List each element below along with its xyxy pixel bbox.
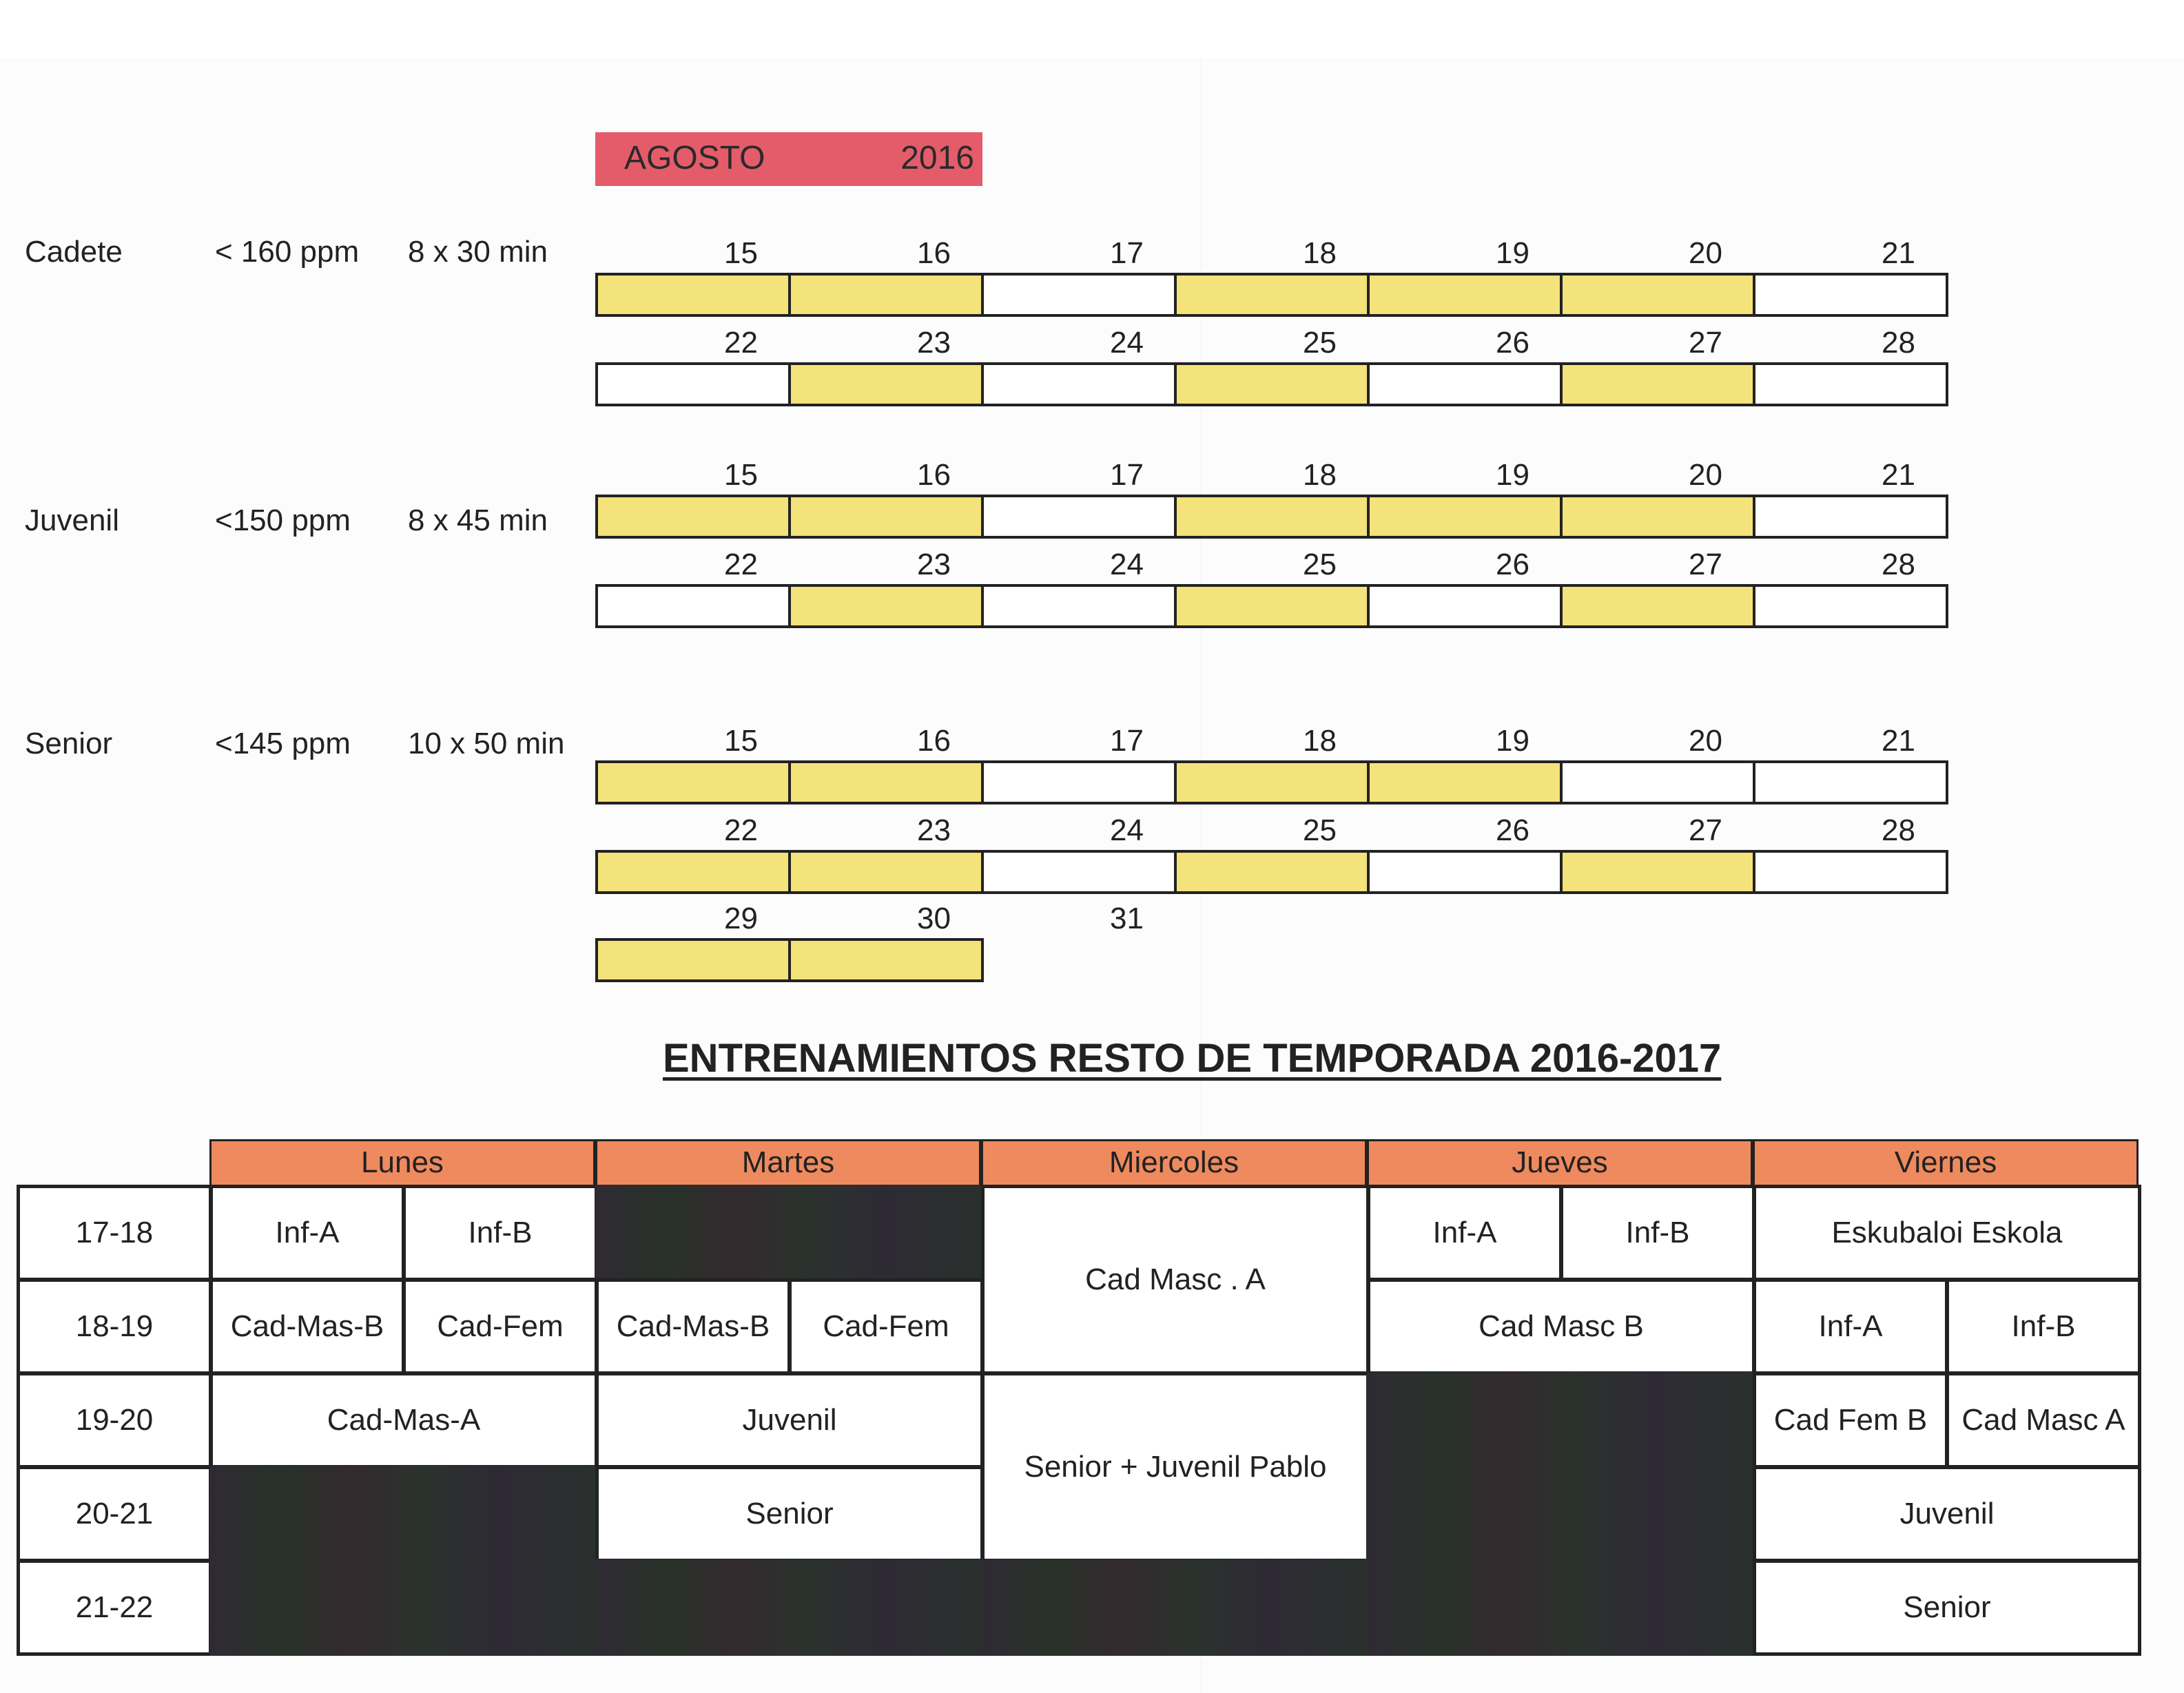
- day-number-senior-21: 21: [1882, 724, 1915, 758]
- day-cell-juvenil-26-rest: [1367, 587, 1560, 625]
- hour-19-20: 19-20: [17, 1372, 212, 1468]
- lunes-18-19-cad-fem: Cad-Fem: [402, 1278, 598, 1375]
- day-number-cadete-18: 18: [1303, 236, 1337, 270]
- day-cell-juvenil-19-training: [1367, 497, 1560, 536]
- month-name: AGOSTO: [624, 140, 765, 176]
- day-header-martes: Martes: [595, 1139, 981, 1185]
- day-number-senior-20: 20: [1689, 724, 1722, 758]
- category-sessions-cadete: 8 x 30 min: [408, 235, 548, 269]
- category-name-juvenil: Juvenil: [25, 503, 119, 537]
- day-number-juvenil-28: 28: [1882, 548, 1915, 581]
- day-cell-cadete-16-training: [788, 276, 981, 314]
- day-number-cadete-23: 23: [917, 326, 951, 360]
- calendar-week-senior-1: [595, 760, 1948, 804]
- day-cell-juvenil-25-training: [1174, 587, 1367, 625]
- day-cell-senior-18-training: [1174, 763, 1367, 802]
- day-cell-cadete-17-rest: [981, 276, 1174, 314]
- day-number-senior-24: 24: [1110, 813, 1144, 847]
- day-cell-juvenil-27-training: [1560, 587, 1753, 625]
- day-number-juvenil-21: 21: [1882, 458, 1915, 492]
- day-cell-juvenil-15-training: [598, 497, 788, 536]
- miercoles-19-21-senior-juvenil: Senior + Juvenil Pablo: [981, 1372, 1370, 1562]
- day-cell-senior-25-training: [1174, 853, 1367, 891]
- day-cell-senior-29-training: [598, 941, 788, 979]
- jueves-17-18-inf-a: Inf-A: [1367, 1185, 1563, 1281]
- day-cell-juvenil-24-rest: [981, 587, 1174, 625]
- category-sessions-senior: 10 x 50 min: [408, 727, 565, 760]
- day-cell-senior-15-training: [598, 763, 788, 802]
- day-number-juvenil-20: 20: [1689, 458, 1722, 492]
- day-cell-senior-27-training: [1560, 853, 1753, 891]
- day-cell-cadete-18-training: [1174, 276, 1367, 314]
- day-number-juvenil-24: 24: [1110, 548, 1144, 581]
- lunes-19-20-cad-mas-a: Cad-Mas-A: [209, 1372, 598, 1468]
- calendar-week-senior-2: [595, 850, 1948, 894]
- day-cell-juvenil-18-training: [1174, 497, 1367, 536]
- category-ppm-juvenil: <150 ppm: [215, 503, 351, 537]
- lunes-17-18-inf-a: Inf-A: [209, 1185, 405, 1281]
- day-number-cadete-27: 27: [1689, 326, 1722, 360]
- day-cell-cadete-25-training: [1174, 365, 1367, 404]
- lunes-20-22-no-training: [209, 1466, 598, 1656]
- month-year: 2016: [900, 140, 974, 176]
- lunes-18-19-cad-mas-b: Cad-Mas-B: [209, 1278, 405, 1375]
- page-top-margin: [0, 0, 2184, 58]
- day-number-senior-28: 28: [1882, 813, 1915, 847]
- category-ppm-senior: <145 ppm: [215, 727, 351, 760]
- day-cell-cadete-28-rest: [1753, 365, 1946, 404]
- day-number-cadete-16: 16: [917, 236, 951, 270]
- day-number-juvenil-16: 16: [917, 458, 951, 492]
- day-number-cadete-21: 21: [1882, 236, 1915, 270]
- category-ppm-cadete: < 160 ppm: [215, 235, 360, 269]
- day-number-cadete-25: 25: [1303, 326, 1337, 360]
- jueves-17-18-inf-b: Inf-B: [1560, 1185, 1755, 1281]
- day-cell-cadete-27-training: [1560, 365, 1753, 404]
- day-cell-senior-17-rest: [981, 763, 1174, 802]
- category-sessions-juvenil: 8 x 45 min: [408, 503, 548, 537]
- day-number-senior-29: 29: [724, 902, 758, 935]
- day-cell-cadete-24-rest: [981, 365, 1174, 404]
- day-cell-senior-22-training: [598, 853, 788, 891]
- day-cell-senior-26-rest: [1367, 853, 1560, 891]
- martes-20-21-senior: Senior: [595, 1466, 984, 1562]
- day-cell-senior-16-training: [788, 763, 981, 802]
- martes-17-18-no-training: [595, 1185, 981, 1281]
- day-cell-senior-30-training: [788, 941, 981, 979]
- day-number-cadete-17: 17: [1110, 236, 1144, 270]
- hour-17-18: 17-18: [17, 1185, 212, 1281]
- day-number-juvenil-15: 15: [724, 458, 758, 492]
- day-header-lunes: Lunes: [209, 1139, 595, 1185]
- jueves-19-22-no-training: [1367, 1372, 1753, 1656]
- day-number-senior-26: 26: [1496, 813, 1529, 847]
- day-cell-juvenil-20-training: [1560, 497, 1753, 536]
- day-number-cadete-26: 26: [1496, 326, 1529, 360]
- viernes-17-18-eskubaloi-eskola: Eskubaloi Eskola: [1753, 1185, 2141, 1281]
- day-number-cadete-24: 24: [1110, 326, 1144, 360]
- month-header: [595, 132, 982, 186]
- day-number-juvenil-25: 25: [1303, 548, 1337, 581]
- day-number-senior-18: 18: [1303, 724, 1337, 758]
- day-header-miercoles: Miercoles: [981, 1139, 1367, 1185]
- day-header-viernes: Viernes: [1753, 1139, 2139, 1185]
- day-number-senior-31: 31: [1110, 902, 1144, 935]
- day-number-senior-23: 23: [917, 813, 951, 847]
- day-number-juvenil-17: 17: [1110, 458, 1144, 492]
- day-number-cadete-20: 20: [1689, 236, 1722, 270]
- calendar-week-juvenil-1: [595, 495, 1948, 539]
- day-cell-cadete-20-training: [1560, 276, 1753, 314]
- hour-18-19: 18-19: [17, 1278, 212, 1375]
- hour-21-22: 21-22: [17, 1559, 212, 1656]
- miercoles-21-22-no-training: [981, 1559, 1367, 1656]
- day-cell-juvenil-16-training: [788, 497, 981, 536]
- day-number-senior-25: 25: [1303, 813, 1337, 847]
- jueves-18-19-cad-masc-b: Cad Masc B: [1367, 1278, 1755, 1375]
- calendar-week-senior-3: [595, 938, 984, 982]
- martes-19-20-juvenil: Juvenil: [595, 1372, 984, 1468]
- day-cell-juvenil-21-rest: [1753, 497, 1946, 536]
- calendar-week-cadete-2: [595, 362, 1948, 406]
- day-cell-juvenil-23-training: [788, 587, 981, 625]
- day-number-senior-19: 19: [1496, 724, 1529, 758]
- day-number-juvenil-26: 26: [1496, 548, 1529, 581]
- day-cell-senior-24-rest: [981, 853, 1174, 891]
- day-number-juvenil-23: 23: [917, 548, 951, 581]
- hour-20-21: 20-21: [17, 1466, 212, 1562]
- day-number-juvenil-27: 27: [1689, 548, 1722, 581]
- day-number-senior-30: 30: [917, 902, 951, 935]
- day-cell-senior-19-training: [1367, 763, 1560, 802]
- lunes-17-18-inf-b: Inf-B: [402, 1185, 598, 1281]
- day-cell-cadete-22-rest: [598, 365, 788, 404]
- day-header-jueves: Jueves: [1367, 1139, 1753, 1185]
- day-cell-juvenil-28-rest: [1753, 587, 1946, 625]
- day-cell-cadete-21-rest: [1753, 276, 1946, 314]
- day-number-cadete-15: 15: [724, 236, 758, 270]
- viernes-18-19-inf-b: Inf-B: [1946, 1278, 2141, 1375]
- martes-18-19-cad-fem: Cad-Fem: [788, 1278, 984, 1375]
- day-cell-senior-21-rest: [1753, 763, 1946, 802]
- day-number-juvenil-18: 18: [1303, 458, 1337, 492]
- day-number-juvenil-19: 19: [1496, 458, 1529, 492]
- day-number-senior-16: 16: [917, 724, 951, 758]
- day-cell-senior-23-training: [788, 853, 981, 891]
- day-cell-juvenil-17-rest: [981, 497, 1174, 536]
- day-number-senior-17: 17: [1110, 724, 1144, 758]
- day-cell-cadete-23-training: [788, 365, 981, 404]
- calendar-week-cadete-1: [595, 273, 1948, 317]
- miercoles-17-19-cad-masc-a: Cad Masc . A: [981, 1185, 1370, 1375]
- day-cell-cadete-15-training: [598, 276, 788, 314]
- viernes-18-19-inf-a: Inf-A: [1753, 1278, 1948, 1375]
- day-number-cadete-19: 19: [1496, 236, 1529, 270]
- viernes-19-20-cad-masc-a: Cad Masc A: [1946, 1372, 2141, 1468]
- martes-18-19-cad-mas-b: Cad-Mas-B: [595, 1278, 791, 1375]
- day-cell-senior-28-rest: [1753, 853, 1946, 891]
- day-cell-juvenil-22-rest: [598, 587, 788, 625]
- category-name-senior: Senior: [25, 727, 113, 760]
- viernes-19-20-cad-fem-b: Cad Fem B: [1753, 1372, 1948, 1468]
- day-number-cadete-22: 22: [724, 326, 758, 360]
- viernes-21-22-senior: Senior: [1753, 1559, 2141, 1656]
- martes-21-22-no-training: [595, 1559, 981, 1656]
- calendar-week-juvenil-2: [595, 584, 1948, 628]
- day-number-cadete-28: 28: [1882, 326, 1915, 360]
- day-cell-senior-20-rest: [1560, 763, 1753, 802]
- day-cell-cadete-26-rest: [1367, 365, 1560, 404]
- day-number-juvenil-22: 22: [724, 548, 758, 581]
- day-number-senior-22: 22: [724, 813, 758, 847]
- day-number-senior-27: 27: [1689, 813, 1722, 847]
- day-cell-cadete-19-training: [1367, 276, 1560, 314]
- category-name-cadete: Cadete: [25, 235, 123, 269]
- viernes-20-21-juvenil: Juvenil: [1753, 1466, 2141, 1562]
- schedule-title: ENTRENAMIENTOS RESTO DE TEMPORADA 2016-2017: [663, 1036, 1722, 1081]
- day-number-senior-15: 15: [724, 724, 758, 758]
